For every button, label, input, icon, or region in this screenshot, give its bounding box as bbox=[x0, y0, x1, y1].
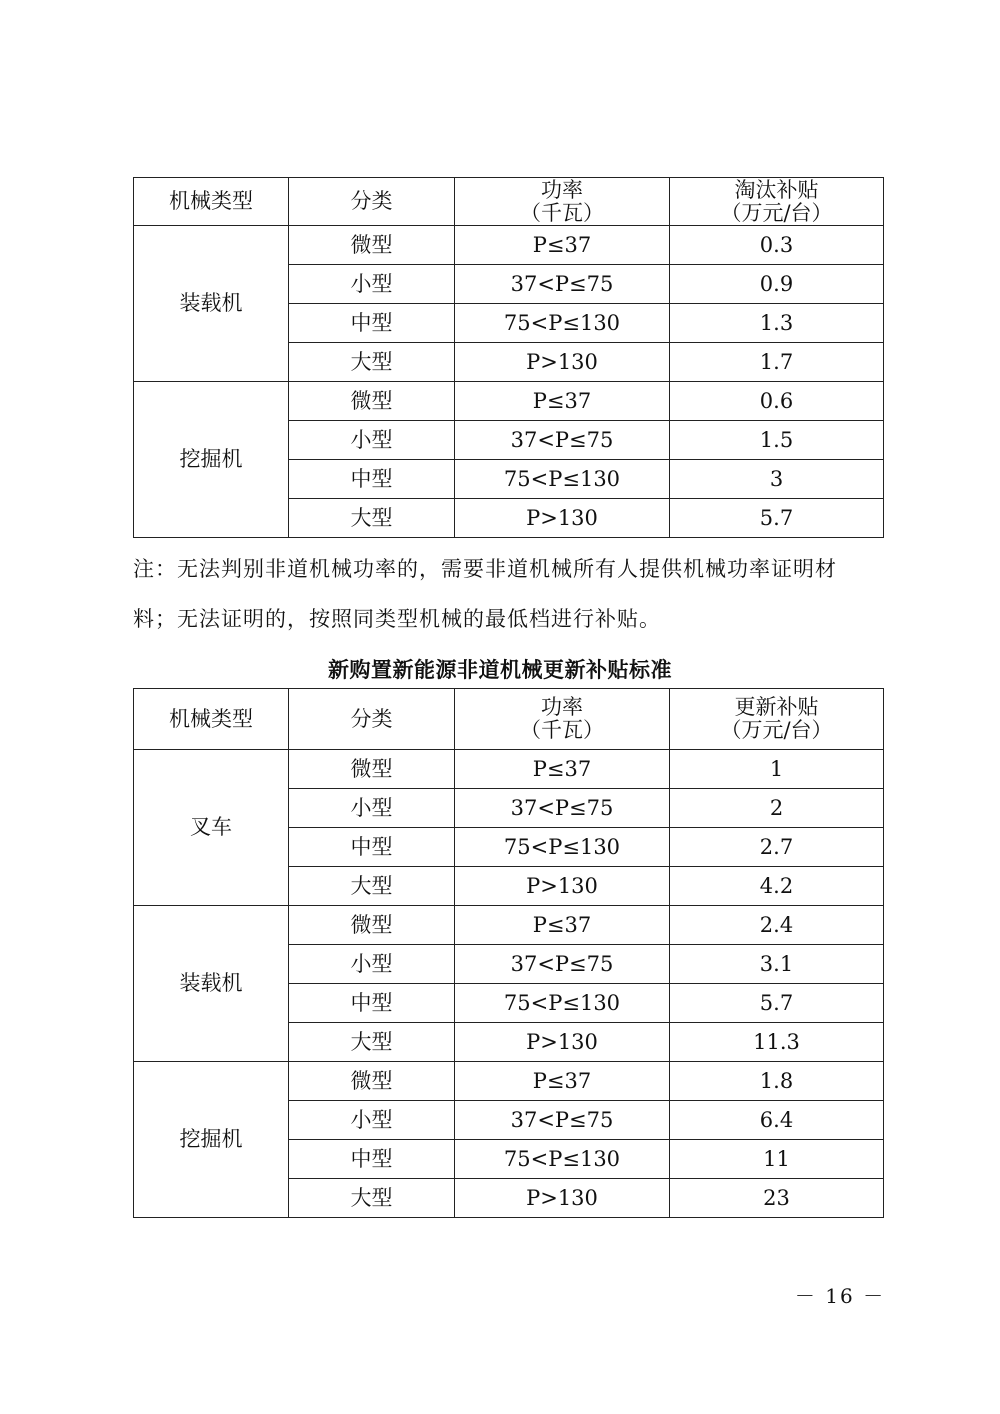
category-cell: 微型 bbox=[289, 750, 455, 789]
category-cell: 微型 bbox=[289, 226, 455, 265]
category-cell: 中型 bbox=[289, 1140, 455, 1179]
renewal-subsidy-table bbox=[133, 688, 884, 1218]
machine-type-cell: 挖掘机 bbox=[134, 1062, 289, 1218]
subsidy-cell: 4.2 bbox=[670, 867, 884, 906]
category-cell: 中型 bbox=[289, 828, 455, 867]
power-cell: P≤37 bbox=[455, 382, 670, 421]
table-row bbox=[134, 1062, 884, 1101]
subsidy-cell: 5.7 bbox=[670, 499, 884, 538]
category-cell: 大型 bbox=[289, 499, 455, 538]
table2-body bbox=[134, 689, 884, 1218]
subsidy-cell: 1 bbox=[670, 750, 884, 789]
table1-header-row bbox=[134, 178, 884, 226]
power-cell: P>130 bbox=[455, 867, 670, 906]
machine-type-cell: 叉车 bbox=[134, 750, 289, 906]
power-cell: 37<P≤75 bbox=[455, 945, 670, 984]
header-subsidy-label: 更新补贴 bbox=[734, 695, 819, 719]
subsidy-cell: 23 bbox=[670, 1179, 884, 1218]
header-power bbox=[455, 689, 670, 750]
power-cell: 75<P≤130 bbox=[455, 1140, 670, 1179]
table-row bbox=[134, 750, 884, 789]
category-cell: 中型 bbox=[289, 984, 455, 1023]
page-number: － 16 － bbox=[794, 1284, 886, 1308]
header-power-unit: （千瓦） bbox=[520, 200, 604, 225]
subsidy-cell: 6.4 bbox=[670, 1101, 884, 1140]
power-cell: P>130 bbox=[455, 1179, 670, 1218]
power-cell: 75<P≤130 bbox=[455, 460, 670, 499]
table2-header-row bbox=[134, 689, 884, 750]
header-power-unit: （千瓦） bbox=[520, 718, 604, 742]
subsidy-cell: 11 bbox=[670, 1140, 884, 1179]
power-cell: 37<P≤75 bbox=[455, 1101, 670, 1140]
category-cell: 大型 bbox=[289, 1179, 455, 1218]
power-cell: P≤37 bbox=[455, 750, 670, 789]
power-cell: 75<P≤130 bbox=[455, 984, 670, 1023]
category-cell: 微型 bbox=[289, 906, 455, 945]
header-subsidy bbox=[670, 689, 884, 750]
machine-type-cell: 装载机 bbox=[134, 906, 289, 1062]
header-machine-type: 机械类型 bbox=[134, 178, 289, 226]
subsidy-cell: 0.3 bbox=[670, 226, 884, 265]
note-line-1: 注：无法判别非道机械功率的，需要非道机械所有人提供机械功率证明材 bbox=[133, 557, 837, 581]
category-cell: 大型 bbox=[289, 867, 455, 906]
table1-body bbox=[134, 178, 884, 538]
category-cell: 小型 bbox=[289, 789, 455, 828]
header-subsidy-unit: （万元/台） bbox=[720, 718, 833, 742]
header-machine-type: 机械类型 bbox=[134, 689, 289, 750]
category-cell: 小型 bbox=[289, 945, 455, 984]
subsidy-cell: 3.1 bbox=[670, 945, 884, 984]
subsidy-cell: 1.8 bbox=[670, 1062, 884, 1101]
power-cell: P≤37 bbox=[455, 906, 670, 945]
power-cell: 37<P≤75 bbox=[455, 789, 670, 828]
header-category: 分类 bbox=[289, 178, 455, 226]
machine-type-cell: 装载机 bbox=[134, 226, 289, 382]
power-cell: 37<P≤75 bbox=[455, 421, 670, 460]
subsidy-cell: 5.7 bbox=[670, 984, 884, 1023]
subsidy-cell: 1.5 bbox=[670, 421, 884, 460]
subsidy-cell: 0.9 bbox=[670, 265, 884, 304]
scrappage-subsidy-table bbox=[133, 177, 884, 538]
table-row bbox=[134, 906, 884, 945]
subsidy-cell: 1.7 bbox=[670, 343, 884, 382]
subsidy-cell: 1.3 bbox=[670, 304, 884, 343]
power-cell: P>130 bbox=[455, 1023, 670, 1062]
machine-type-cell: 挖掘机 bbox=[134, 382, 289, 538]
note-line-2: 料；无法证明的，按照同类型机械的最低档进行补贴。 bbox=[133, 607, 661, 631]
header-power-label: 功率 bbox=[541, 177, 583, 202]
header-subsidy bbox=[670, 178, 884, 226]
category-cell: 微型 bbox=[289, 1062, 455, 1101]
subsidy-cell: 2.4 bbox=[670, 906, 884, 945]
power-cell: P>130 bbox=[455, 343, 670, 382]
power-cell: P≤37 bbox=[455, 1062, 670, 1101]
subsidy-cell: 11.3 bbox=[670, 1023, 884, 1062]
category-cell: 中型 bbox=[289, 460, 455, 499]
subsidy-cell: 3 bbox=[670, 460, 884, 499]
table2-title: 新购置新能源非道机械更新补贴标准 bbox=[328, 658, 672, 682]
category-cell: 小型 bbox=[289, 421, 455, 460]
power-cell: 37<P≤75 bbox=[455, 265, 670, 304]
header-subsidy-unit: （万元/台） bbox=[720, 200, 833, 225]
header-subsidy-label: 淘汰补贴 bbox=[734, 177, 819, 202]
category-cell: 微型 bbox=[289, 382, 455, 421]
table-row bbox=[134, 382, 884, 421]
power-cell: P>130 bbox=[455, 499, 670, 538]
power-cell: 75<P≤130 bbox=[455, 304, 670, 343]
header-power bbox=[455, 178, 670, 226]
category-cell: 小型 bbox=[289, 1101, 455, 1140]
category-cell: 中型 bbox=[289, 304, 455, 343]
category-cell: 小型 bbox=[289, 265, 455, 304]
subsidy-cell: 0.6 bbox=[670, 382, 884, 421]
category-cell: 大型 bbox=[289, 1023, 455, 1062]
category-cell: 大型 bbox=[289, 343, 455, 382]
subsidy-cell: 2 bbox=[670, 789, 884, 828]
table-row bbox=[134, 226, 884, 265]
power-cell: P≤37 bbox=[455, 226, 670, 265]
subsidy-cell: 2.7 bbox=[670, 828, 884, 867]
header-power-label: 功率 bbox=[541, 695, 583, 719]
header-category: 分类 bbox=[289, 689, 455, 750]
power-cell: 75<P≤130 bbox=[455, 828, 670, 867]
